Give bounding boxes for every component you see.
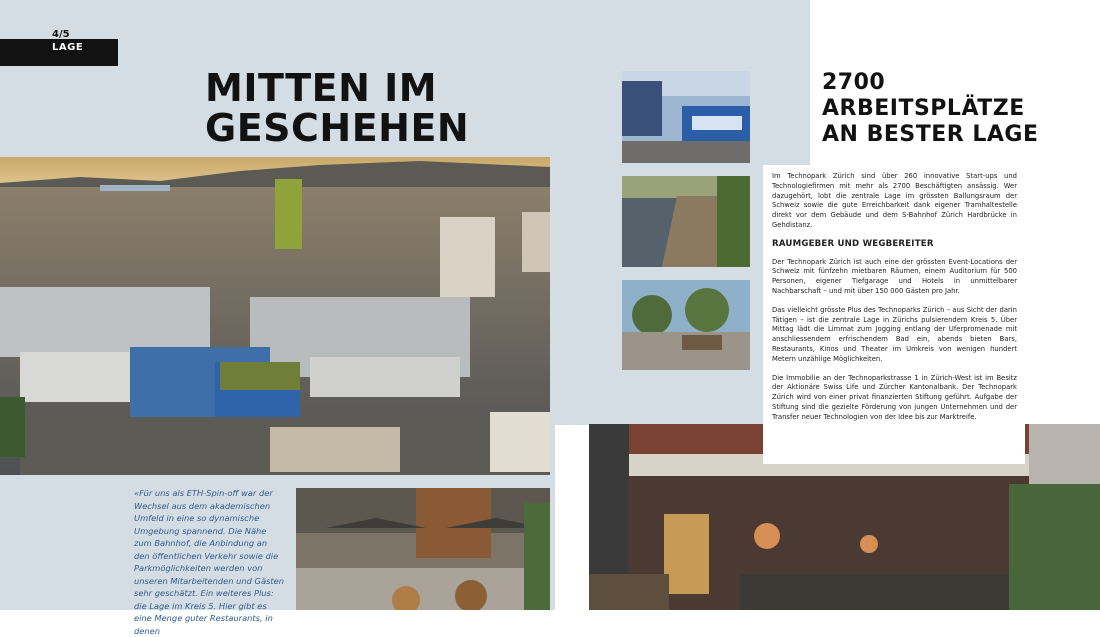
body-paragraph: Der Technopark Zürich ist auch eine der grössten Event-Locations der Schweiz mit fünfzehn mietbaren Räumen, einem Auditorium für 500 Personen, eigener Tiefgarage und Hotels in unmittelbarer Nachbarschaft – und mit über 150 000 Gästen pro Jahr. (772, 257, 1017, 295)
right-headline-line: 2700 (822, 70, 886, 95)
river-promenade-photo (622, 176, 750, 267)
right-headline-line: AN BESTER LAGE (822, 122, 1039, 147)
body-paragraph: Die Immobilie an der Technoparkstrasse 1 in Zürich-West ist im Besitz der Aktionäre Swiss Life und Zürcher Kantonalbank. Der Technopark Zürich wird von einer privat finanzierten Stiftung geführt. Aufgabe der Stiftung sind die gezielte Förderung von jungen Unternehmen und der Transfer neuer Technologien von der Idee bis zur Marktreife. (772, 373, 1017, 421)
section-label: LAGE (52, 42, 84, 53)
article-body (772, 172, 1017, 432)
page-title-line: MITTEN IM (205, 66, 438, 110)
page-number: 4/5 (52, 29, 70, 40)
testimonial-quote: «Für uns als ETH-Spin-off war der Wechsel aus dem akademischen Umfeld in eine so dynamische Umgebung spannend. Die Nähe zum Bahnhof, die Anbindung an den öffentlichen Verkehr sowie die Parkmöglichkeiten werden von unseren Mitarbeitenden und Gästen sehr geschätzt. Ein weiteres Plus: die Lage im Kreis 5. Hier gibt es eine Menge guter Restaurants, in denen (134, 488, 285, 636)
body-paragraph: Das vielleicht grösste Plus des Technoparks Zürich – aus Sicht der darin Tätigen – ist die zentrale Lage in Zürichs pulsierendem Kreis 5. Über Mittag lädt die Limmat zum Jogging entlang der Uferpromenade mit anschliessendem erfrischendem Bad ein, abends bieten Bars, Restaurants, Kinos und Theater im Umkreis von wenigen hundert Metern unzählige Möglichkeiten. (772, 305, 1017, 363)
page-title-line: GESCHEHEN (205, 106, 470, 150)
street-cafe-photo (296, 488, 550, 610)
right-headline-line: ARBEITSPLÄTZE (822, 96, 1025, 121)
right-headline (822, 70, 1039, 148)
body-subheading: RAUMGEBER UND WEGBEREITER (772, 238, 934, 249)
body-paragraph: Im Technopark Zürich sind über 260 innovative Start-ups und Technologiefirmen mit mehr als 2700 Beschäftigten ansässig. Wer dazugehört, lobt die zentrale Lage im grössten Ballungsraum der Schweiz sowie die gute Erreichbarkeit dank eigener Tramhaltestelle direkt vor dem Gebäude und dem S-Bahnhof Zürich Hardbrücke in Gehdistanz. (772, 172, 1017, 229)
tram-photo (622, 71, 750, 163)
plaza-photo (622, 280, 750, 370)
aerial-city-photo (0, 157, 550, 475)
page-title (205, 68, 469, 148)
section-tab (0, 29, 118, 66)
